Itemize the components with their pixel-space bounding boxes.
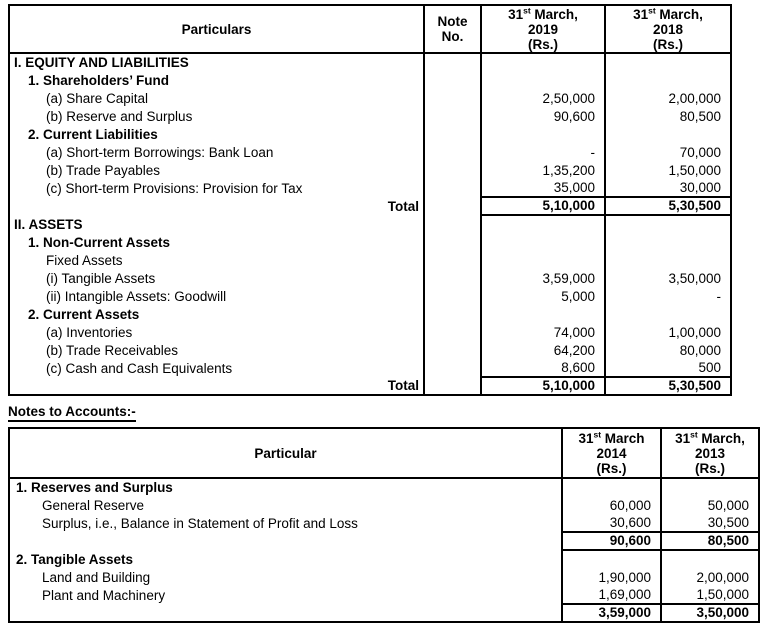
column-header-note-no — [424, 5, 481, 53]
amount-2018-cell — [605, 125, 731, 143]
note-no-cell — [424, 287, 481, 305]
column-header-2014 — [562, 428, 661, 478]
amount-2014-cell: 1,90,000 — [562, 568, 661, 586]
amount-2013-cell: 50,000 — [661, 496, 759, 514]
amount-2019-cell — [481, 71, 605, 89]
balance-sheet-table — [8, 4, 732, 396]
amount-2018-cell: 70,000 — [605, 143, 731, 161]
amount-2019-cell: 5,000 — [481, 287, 605, 305]
table-row — [9, 53, 731, 71]
date-day: 31 — [633, 6, 649, 22]
column-header-particular: Particular — [9, 428, 562, 478]
amount-2018-cell: - — [605, 287, 731, 305]
date-month: March, — [659, 6, 703, 22]
date-year: 2014 — [596, 445, 627, 461]
note-header-line1: Note — [437, 14, 468, 29]
column-header-2018 — [605, 5, 731, 53]
particulars-cell: 1. Non-Current Assets — [28, 235, 171, 250]
amount-2019-cell — [481, 305, 605, 323]
table-row — [9, 568, 759, 586]
currency-unit: (Rs.) — [528, 36, 558, 52]
table-row — [9, 161, 731, 179]
currency-unit: (Rs.) — [596, 460, 627, 476]
particulars-cell: (a) Share Capital — [46, 91, 149, 106]
amount-2019-cell: 3,59,000 — [481, 269, 605, 287]
amount-2018-cell: 2,00,000 — [605, 89, 731, 107]
particular-cell: Plant and Machinery — [42, 588, 166, 603]
date-day: 31 — [508, 6, 524, 22]
amount-2019-cell — [481, 251, 605, 269]
note-no-cell — [424, 323, 481, 341]
amount-2014-cell — [562, 550, 661, 568]
amount-2018-cell: 1,00,000 — [605, 323, 731, 341]
date-ordinal: st — [523, 5, 531, 15]
notes-title-text: Notes to Accounts:- — [8, 404, 136, 422]
table-row — [9, 287, 731, 305]
date-ordinal: st — [593, 429, 602, 439]
amount-2014-cell: 1,69,000 — [562, 586, 661, 604]
particulars-cell: (a) Short-term Borrowings: Bank Loan — [46, 145, 274, 160]
subtotal-2014-cell: 3,59,000 — [562, 604, 661, 622]
date-month: March, — [534, 6, 578, 22]
amount-2019-cell — [481, 215, 605, 233]
amount-2014-cell — [562, 478, 661, 496]
total-row — [9, 197, 731, 215]
total-label-cell: Total — [387, 378, 419, 393]
particular-cell: 2. Tangible Assets — [16, 552, 134, 567]
date-year: 2013 — [694, 445, 726, 461]
date-day: 31 — [578, 430, 594, 446]
particulars-cell: II. ASSETS — [14, 217, 83, 232]
table-row — [9, 323, 731, 341]
date-ordinal: st — [690, 429, 698, 439]
note-no-cell — [424, 71, 481, 89]
date-ordinal: st — [648, 5, 656, 15]
note-no-cell — [424, 341, 481, 359]
particulars-cell: (b) Trade Payables — [46, 163, 161, 178]
table-row — [9, 269, 731, 287]
particulars-cell: 2. Current Liabilities — [28, 127, 158, 142]
amount-2018-cell — [605, 215, 731, 233]
particular-cell — [9, 532, 562, 550]
amount-2019-cell — [481, 53, 605, 71]
date-year: 2018 — [652, 21, 684, 37]
amount-2018-cell: 30,000 — [605, 179, 731, 197]
amount-2018-cell: 1,50,000 — [605, 161, 731, 179]
notes-to-accounts-title — [8, 396, 758, 423]
amount-2018-cell — [605, 71, 731, 89]
particular-cell: 1. Reserves and Surplus — [16, 480, 173, 495]
subtotal-2014-cell: 90,600 — [562, 532, 661, 550]
note-no-cell — [424, 197, 481, 215]
note-no-cell — [424, 143, 481, 161]
amount-2018-cell: 80,500 — [605, 107, 731, 125]
particular-cell — [9, 604, 562, 622]
table-row — [9, 305, 731, 323]
particular-cell: General Reserve — [42, 498, 145, 513]
date-line — [606, 7, 730, 22]
currency-unit: (Rs.) — [695, 460, 725, 476]
table-row — [9, 233, 731, 251]
table-row — [9, 251, 731, 269]
amount-2019-cell: 90,600 — [481, 107, 605, 125]
amount-2019-cell: 64,200 — [481, 341, 605, 359]
amount-2018-cell: 80,000 — [605, 341, 731, 359]
particulars-cell: 2. Current Assets — [28, 307, 140, 322]
note-no-cell — [424, 305, 481, 323]
table-row — [9, 586, 759, 604]
table-row — [9, 125, 731, 143]
amount-2014-cell: 60,000 — [562, 496, 661, 514]
note-no-cell — [424, 161, 481, 179]
subtotal-row — [9, 532, 759, 550]
amount-2019-cell — [481, 125, 605, 143]
amount-2019-cell: - — [481, 143, 605, 161]
date-day: 31 — [675, 430, 691, 446]
table-row — [9, 496, 759, 514]
amount-2013-cell — [661, 550, 759, 568]
particulars-cell: (ii) Intangible Assets: Goodwill — [46, 289, 227, 304]
amount-2018-cell — [605, 305, 731, 323]
amount-2019-cell: 74,000 — [481, 323, 605, 341]
amount-2019-cell: 8,600 — [481, 359, 605, 377]
amount-2018-cell: 500 — [605, 359, 731, 377]
particulars-cell: (c) Short-term Provisions: Provision for Tax — [46, 181, 303, 196]
total-2019-cell: 5,10,000 — [481, 197, 605, 215]
total-label-cell: Total — [387, 199, 419, 214]
note-no-cell — [424, 377, 481, 395]
header-row — [9, 5, 731, 53]
amount-2018-cell: 3,50,000 — [605, 269, 731, 287]
particular-cell: Surplus, i.e., Balance in Statement of Profit and Loss — [42, 516, 358, 531]
amount-2019-cell — [481, 233, 605, 251]
table-row — [9, 71, 731, 89]
date-month: March, — [701, 430, 745, 446]
table-row — [9, 179, 731, 197]
table-row — [9, 341, 731, 359]
particulars-cell: I. EQUITY AND LIABILITIES — [14, 55, 189, 70]
table-row — [9, 89, 731, 107]
total-row — [9, 377, 731, 395]
total-2018-cell: 5,30,500 — [605, 377, 731, 395]
column-header-2019 — [481, 5, 605, 53]
note-no-cell — [424, 359, 481, 377]
amount-2019-cell: 35,000 — [481, 179, 605, 197]
column-header-particulars: Particulars — [9, 5, 424, 53]
amount-2013-cell: 30,500 — [661, 514, 759, 532]
note-no-cell — [424, 251, 481, 269]
table-row — [9, 359, 731, 377]
particular-cell: Land and Building — [42, 570, 151, 585]
subtotal-2013-cell: 80,500 — [661, 532, 759, 550]
date-month: March — [604, 430, 645, 446]
note-no-cell — [424, 179, 481, 197]
amount-2013-cell — [661, 478, 759, 496]
total-2018-cell: 5,30,500 — [605, 197, 731, 215]
particulars-cell: (a) Inventories — [46, 325, 133, 340]
date-line — [563, 431, 660, 446]
note-no-cell — [424, 89, 481, 107]
table-row — [9, 107, 731, 125]
amount-2018-cell — [605, 251, 731, 269]
currency-unit: (Rs.) — [653, 36, 683, 52]
date-line — [662, 431, 758, 446]
amount-2013-cell: 1,50,000 — [661, 586, 759, 604]
notes-to-accounts-table — [8, 427, 760, 623]
table-row — [9, 215, 731, 233]
subtotal-2013-cell: 3,50,000 — [661, 604, 759, 622]
note-header-line2: No. — [441, 29, 464, 44]
note-no-cell — [424, 107, 481, 125]
table-row — [9, 143, 731, 161]
header-row — [9, 428, 759, 478]
date-line — [482, 7, 604, 22]
amount-2018-cell — [605, 53, 731, 71]
amount-2019-cell: 1,35,200 — [481, 161, 605, 179]
particulars-cell: (i) Tangible Assets — [46, 271, 156, 286]
note-no-cell — [424, 233, 481, 251]
particulars-cell: Fixed Assets — [46, 253, 123, 268]
amount-2019-cell: 2,50,000 — [481, 89, 605, 107]
particulars-cell: (c) Cash and Cash Equivalents — [46, 361, 233, 376]
note-no-cell — [424, 53, 481, 71]
amount-2013-cell: 2,00,000 — [661, 568, 759, 586]
note-no-cell — [424, 215, 481, 233]
table-row — [9, 514, 759, 532]
table-row — [9, 550, 759, 568]
total-2019-cell: 5,10,000 — [481, 377, 605, 395]
amount-2018-cell — [605, 233, 731, 251]
amount-2014-cell: 30,600 — [562, 514, 661, 532]
table-row — [9, 478, 759, 496]
particulars-cell: (b) Reserve and Surplus — [46, 109, 193, 124]
note-no-cell — [424, 269, 481, 287]
subtotal-row — [9, 604, 759, 622]
particulars-cell: (b) Trade Receivables — [46, 343, 179, 358]
date-year: 2019 — [527, 21, 559, 37]
particulars-cell: 1. Shareholders’ Fund — [28, 73, 170, 88]
note-no-cell — [424, 125, 481, 143]
column-header-2013 — [661, 428, 759, 478]
